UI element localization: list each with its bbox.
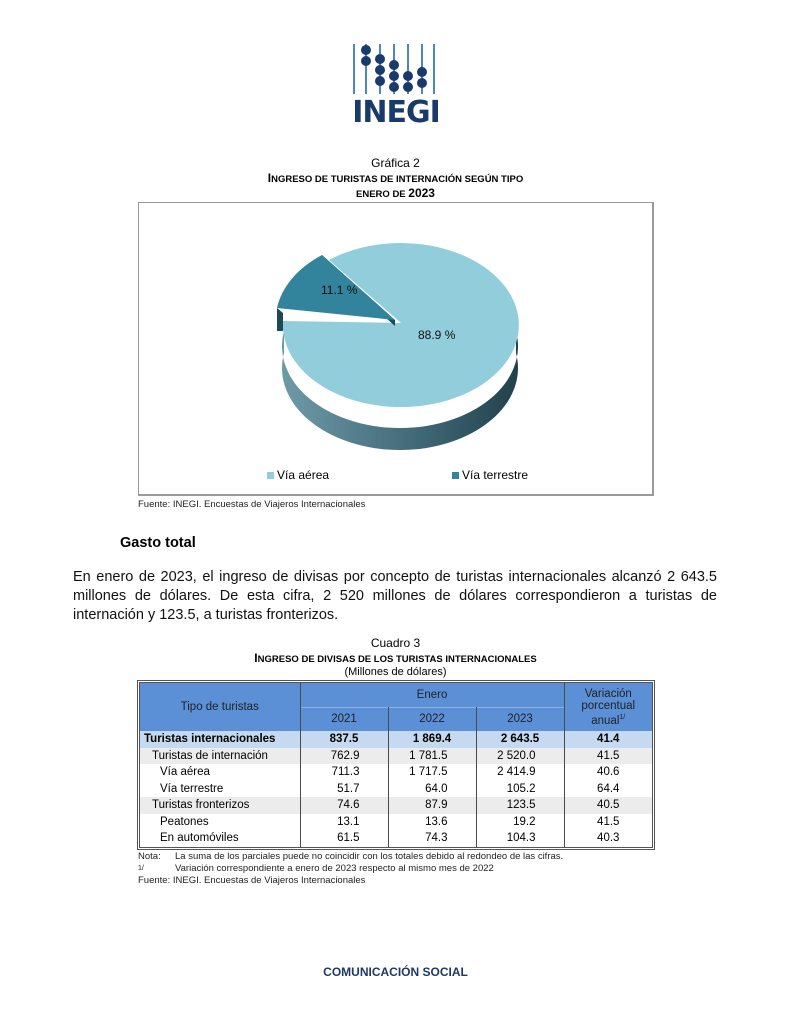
- header-year-2023: 2023: [476, 707, 564, 731]
- header-year-2022: 2022: [388, 707, 476, 731]
- header-year-2021: 2021: [300, 707, 388, 731]
- chart-title: INGRESO DE TURISTAS DE INTERNACIÓN SEGÚN TIPO: [267, 171, 524, 185]
- chart-subtitle: ENERO DE 2023: [356, 186, 435, 200]
- note-key: Nota:: [138, 851, 161, 862]
- table-row: Turistas de internación 762.9 1 781.5 2 520.0 41.5: [140, 748, 652, 765]
- legend-item-air: Vía aérea: [267, 468, 329, 482]
- section-title: Gasto total: [120, 535, 196, 551]
- table-row: Vía terrestre 51.7 64.0 105.2 64.4: [140, 781, 652, 798]
- header-group-enero: Enero: [300, 683, 564, 707]
- table-row: En automóviles 61.5 74.3 104.3 40.3: [140, 830, 652, 847]
- pie-chart-graphic: [139, 203, 655, 497]
- chart-label: Gráfica 2: [371, 156, 420, 170]
- chart-source: Fuente: INEGI. Encuestas de Viajeros Internacionales: [138, 499, 366, 510]
- note-text: La suma de los parciales puede no coincidir con los totales debido al redondeo de las cifras.: [175, 851, 564, 862]
- pie-chart: [138, 202, 654, 496]
- body-paragraph: En enero de 2023, el ingreso de divisas por concepto de turistas internacionales alcanzó 2 643.5 millones de dólares. De esta cifra, 2 520 millones de dólares correspondieron a turistas de internación y 123.5, a turistas fronterizos.: [73, 569, 717, 623]
- table-label: Cuadro 3: [370, 636, 421, 650]
- legend-swatch-air-icon: [267, 472, 274, 479]
- table-row: Turistas fronterizos 74.6 87.9 123.5 40.5: [140, 797, 652, 814]
- header-type: Tipo de turistas: [140, 683, 300, 731]
- page-footer: COMUNICACIÓN SOCIAL: [323, 965, 468, 979]
- data-table: [137, 680, 655, 850]
- table-title: INGRESO DE DIVISAS DE LOS TURISTAS INTERNACIONALES: [254, 651, 537, 665]
- table-units: (Millones de dólares): [344, 666, 447, 678]
- footnote-key: 1/: [138, 865, 144, 872]
- inegi-logo-text: INEGI: [352, 95, 440, 130]
- header-variation: Variación porcentual anual$^{1/}$: [564, 683, 652, 731]
- label-land: 11.1 %: [321, 283, 358, 297]
- table-notes: [138, 851, 563, 887]
- legend-swatch-land-icon: [452, 472, 459, 479]
- table-row: Peatones 13.1 13.6 19.2 41.5: [140, 814, 652, 831]
- label-air: 88.9 %: [418, 328, 456, 342]
- table-source: Fuente: INEGI. Encuestas de Viajeros Internacionales: [138, 875, 366, 886]
- legend-item-land: Vía terrestre: [452, 468, 528, 482]
- table-row: Vía aérea 711.3 1 717.5 2 414.9 40.6: [140, 764, 652, 781]
- table-row: Turistas internacionales 837.5 1 869.4 2 643.5 41.4: [140, 731, 652, 748]
- footnote-text: Variación correspondiente a enero de 2023 respecto al mismo mes de 2022: [175, 863, 494, 874]
